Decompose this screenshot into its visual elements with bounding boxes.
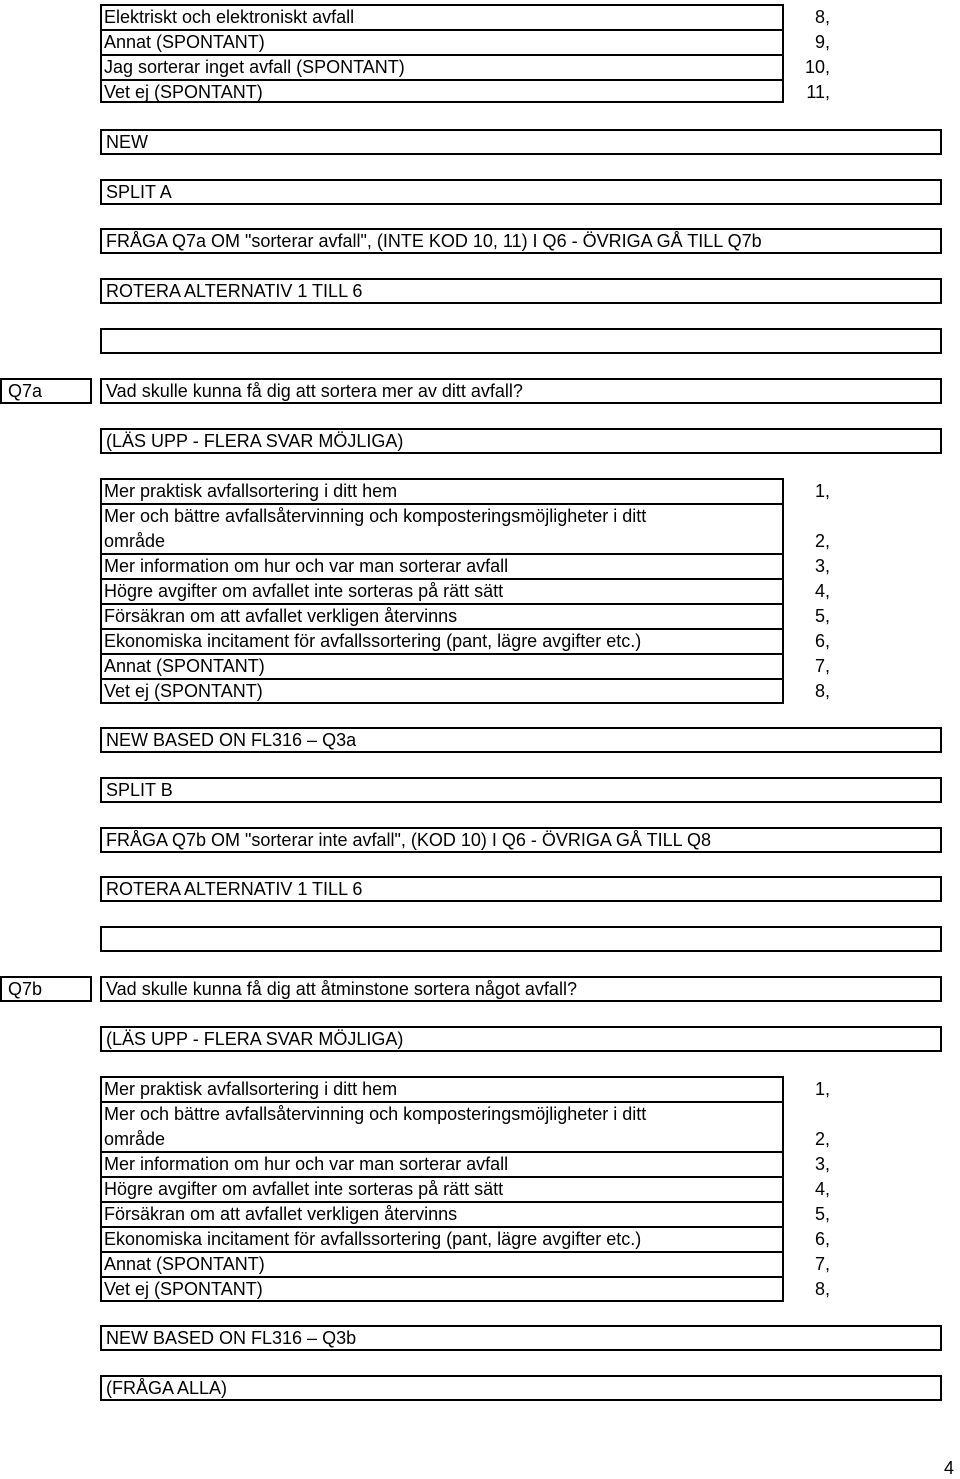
option-label: Jag sorterar inget avfall (SPONTANT) — [104, 57, 405, 77]
ask-all-text: (FRÅGA ALLA) — [106, 1378, 228, 1398]
option-code: 10, — [804, 57, 830, 77]
option-code: 9, — [814, 32, 830, 52]
option-code: 1, — [814, 1079, 830, 1099]
option-code: 7, — [814, 656, 830, 676]
filter-q7a-text: FRÅGA Q7a OM "sorterar avfall", (INTE KOD 10, 11) I Q6 - ÖVRIGA GÅ TILL Q7b — [106, 231, 762, 251]
question-id-q7b: Q7b — [8, 979, 43, 999]
option-label: Annat (SPONTANT) — [104, 1254, 265, 1274]
rotate-b-box — [100, 876, 942, 902]
question-id-q7b-box — [0, 976, 92, 1002]
option-code: 6, — [814, 1229, 830, 1249]
split-b-label: SPLIT B — [106, 780, 173, 800]
option-label: Mer praktisk avfallsortering i ditt hem — [104, 1079, 398, 1099]
option-code: 8, — [814, 681, 830, 701]
question-q7b-text: Vad skulle kunna få dig att åtminstone sortera något avfall? — [106, 979, 577, 999]
new-label-box — [100, 129, 942, 155]
based-on-a-text: NEW BASED ON FL316 – Q3a — [106, 730, 357, 750]
based-on-b-box — [100, 1325, 942, 1351]
filter-q7b-text: FRÅGA Q7b OM "sorterar inte avfall", (KOD 10) I Q6 - ÖVRIGA GÅ TILL Q8 — [106, 830, 711, 850]
option-label: Försäkran om att avfallet verkligen återvinns — [104, 606, 458, 626]
option-code: 2, — [814, 1129, 830, 1149]
option-code: 6, — [814, 631, 830, 651]
option-code: 7, — [814, 1254, 830, 1274]
option-label: Vet ej (SPONTANT) — [104, 681, 263, 701]
option-code: 8, — [814, 7, 830, 27]
option-code: 4, — [814, 581, 830, 601]
page-number: 4 — [944, 1458, 955, 1478]
option-code: 1, — [814, 481, 830, 501]
option-code: 5, — [814, 1204, 830, 1224]
instruction-a-box — [100, 428, 942, 454]
rotate-a-text: ROTERA ALTERNATIV 1 TILL 6 — [106, 281, 363, 301]
empty-a-box — [100, 328, 942, 354]
question-q7a-box — [100, 378, 942, 404]
option-label: Mer information om hur och var man sorterar avfall — [104, 556, 509, 576]
option-label-line2: område — [104, 531, 166, 551]
question-id-q7a: Q7a — [8, 381, 43, 401]
option-label: Annat (SPONTANT) — [104, 32, 265, 52]
option-code: 3, — [814, 1154, 830, 1174]
option-label: Mer information om hur och var man sorterar avfall — [104, 1154, 509, 1174]
filter-q7a-box — [100, 228, 942, 254]
option-code: 2, — [814, 531, 830, 551]
option-code: 4, — [814, 1179, 830, 1199]
question-q7b-box — [100, 976, 942, 1002]
split-b-box — [100, 777, 942, 803]
instruction-b-box — [100, 1026, 942, 1052]
option-label: Mer praktisk avfallsortering i ditt hem — [104, 481, 398, 501]
filter-q7b-box — [100, 827, 942, 853]
option-code: 8, — [814, 1279, 830, 1299]
question-id-q7a-box — [0, 378, 92, 404]
ask-all-box — [100, 1375, 942, 1401]
option-code: 3, — [814, 556, 830, 576]
empty-b-box — [100, 926, 942, 952]
instruction-b-text: (LÄS UPP - FLERA SVAR MÖJLIGA) — [106, 1029, 404, 1049]
option-label: Försäkran om att avfallet verkligen återvinns — [104, 1204, 458, 1224]
rotate-b-text: ROTERA ALTERNATIV 1 TILL 6 — [106, 879, 363, 899]
based-on-b-text: NEW BASED ON FL316 – Q3b — [106, 1328, 357, 1348]
option-label: Vet ej (SPONTANT) — [104, 82, 263, 102]
option-label: Elektriskt och elektroniskt avfall — [104, 7, 355, 27]
new-label: NEW — [106, 132, 148, 152]
option-label: Vet ej (SPONTANT) — [104, 1279, 263, 1299]
question-q7a-text: Vad skulle kunna få dig att sortera mer av ditt avfall? — [106, 381, 523, 401]
option-code: 5, — [814, 606, 830, 626]
rotate-a-box — [100, 278, 942, 304]
option-label: Högre avgifter om avfallet inte sorteras på rätt sätt — [104, 581, 504, 601]
option-label: Mer och bättre avfallsåtervinning och komposteringsmöjligheter i ditt — [104, 1104, 647, 1124]
option-label: Annat (SPONTANT) — [104, 656, 265, 676]
instruction-a-text: (LÄS UPP - FLERA SVAR MÖJLIGA) — [106, 431, 404, 451]
option-label: Högre avgifter om avfallet inte sorteras på rätt sätt — [104, 1179, 504, 1199]
option-code: 11, — [806, 82, 830, 102]
split-a-label: SPLIT A — [106, 182, 172, 202]
option-label: Ekonomiska incitament för avfallssortering (pant, lägre avgifter etc.) — [104, 1229, 642, 1249]
option-label: Mer och bättre avfallsåtervinning och komposteringsmöjligheter i ditt — [104, 506, 647, 526]
split-a-box — [100, 179, 942, 205]
option-label-line2: område — [104, 1129, 166, 1149]
based-on-a-box — [100, 727, 942, 753]
option-label: Ekonomiska incitament för avfallssortering (pant, lägre avgifter etc.) — [104, 631, 642, 651]
